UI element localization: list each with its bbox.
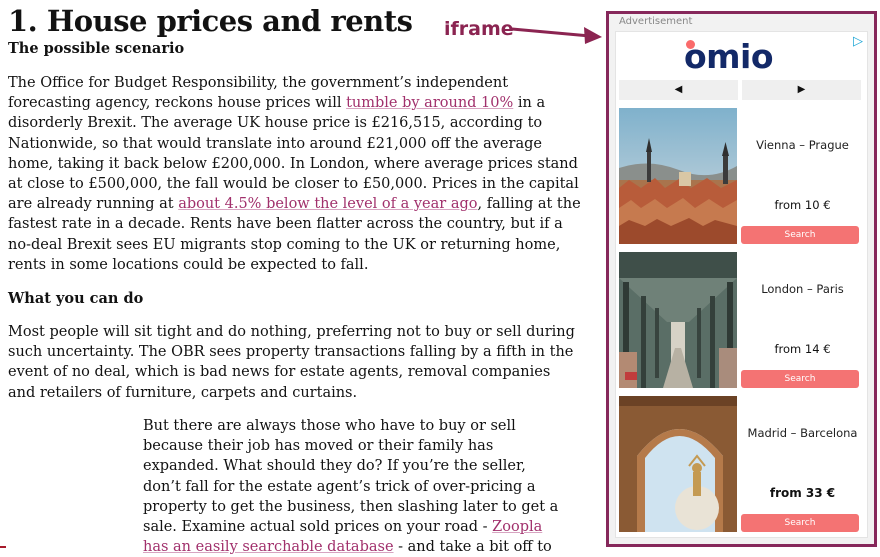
arrow-icon: [510, 24, 605, 46]
link-searchable-database[interactable]: has an easily searchable database: [143, 539, 394, 556]
ad-iframe: [606, 11, 877, 547]
omio-logo[interactable]: omio: [684, 37, 774, 76]
carousel-prev-button[interactable]: ◀: [619, 80, 738, 100]
price-vienna-prague: from 10 €: [774, 198, 831, 212]
paris-bridge-image[interactable]: [619, 252, 737, 388]
ad-unit[interactable]: [615, 31, 868, 538]
route-london-paris: London – Paris: [761, 282, 844, 296]
carousel-next-button[interactable]: ▶: [742, 80, 861, 100]
route-madrid-barcelona: Madrid – Barcelona: [747, 426, 858, 440]
search-button-vienna-prague[interactable]: Search: [741, 226, 859, 244]
ad-card-london-paris[interactable]: [619, 252, 867, 390]
paragraph-what-you-can-do: Most people will sit tight and do nothing, preferring not to buy or sell during such uncertainty. The OBR sees property transactions falling by a fifth in the event of no deal, which is bad news for estate agents, removal companies and retailers of furniture, carpets and curtains.: [8, 324, 575, 401]
subheading-what-you-can-do: What you can do: [8, 290, 144, 307]
link-below-year-ago[interactable]: about 4.5% below the level of a year ago: [178, 196, 478, 213]
price-london-paris: from 14 €: [774, 342, 831, 356]
advertisement-label: Advertisement: [619, 16, 693, 27]
paragraph-buy-or-sell: But there are always those who have to buy or sell because their job has moved or their family has expanded. What should they do? If you’re the seller, don’t fall for the estate agent’s trick of over-pricing a property to get the business, then slashing later to get a sale. Examine actual sold prices on your road - Zoopla has an easily searchable database - and take a bit off to: [143, 418, 559, 556]
ad-card-madrid-barcelona[interactable]: [619, 396, 867, 534]
search-button-madrid-barcelona[interactable]: Search: [741, 514, 859, 532]
link-tumble[interactable]: tumble by around 10%: [346, 95, 514, 112]
search-button-london-paris[interactable]: Search: [741, 370, 859, 388]
adchoices-icon[interactable]: ▷: [853, 34, 863, 49]
prague-cityscape-image[interactable]: [619, 108, 737, 244]
route-vienna-prague: Vienna – Prague: [756, 138, 849, 152]
subheading-scenario: The possible scenario: [8, 40, 185, 57]
paragraph-scenario: The Office for Budget Responsibility, the government’s independent forecasting agency, reckons house prices will tumble by around 10% in a disorderly Brexit. The average UK house price is £216,515, according to Nationwide, so that would translate into around £21,000 off the average home, taking it back below £200,000. In London, where average prices stand at close to £500,000, the fall would be closer to £50,000. Prices in the capital are already running at about 4.5% below the level of a year ago, falling at the fastest rate in a decade. Rents have been flatter across the country, but if a no-deal Brexit sees EU migrants stop coming to the UK or returning home, rents in some locations could be expected to fall.: [8, 75, 581, 273]
iframe-annotation-label: iframe: [444, 18, 514, 40]
price-madrid-barcelona: from 33 €: [769, 486, 836, 500]
ad-card-vienna-prague[interactable]: [619, 108, 867, 246]
madrid-arch-image[interactable]: [619, 396, 737, 532]
article-heading: 1. House prices and rents: [8, 4, 413, 38]
link-zoopla[interactable]: Zoopla: [492, 519, 543, 536]
